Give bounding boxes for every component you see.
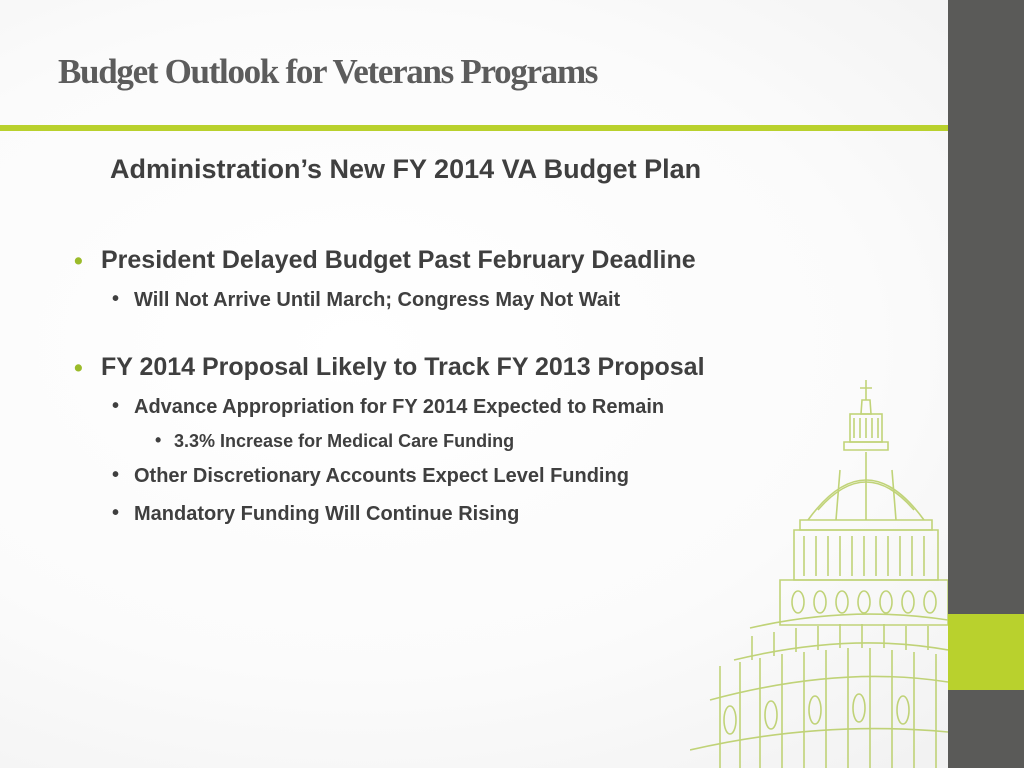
slide-title: Budget Outlook for Veterans Programs bbox=[58, 52, 598, 91]
bullet-item-level2: Will Not Arrive Until March; Congress May Not Wait bbox=[134, 289, 621, 311]
sidebar-accent-block bbox=[948, 614, 1024, 690]
bullet-item-level2: Other Discretionary Accounts Expect Level Funding bbox=[134, 465, 629, 487]
bullet-item-level2: Mandatory Funding Will Continue Rising bbox=[134, 503, 520, 525]
bullet-item-level1: President Delayed Budget Past February Deadline bbox=[101, 246, 696, 274]
bullet-marker: • bbox=[112, 288, 120, 310]
bullet-item-level3: 3.3% Increase for Medical Care Funding bbox=[174, 431, 515, 451]
bullet-marker: • bbox=[112, 502, 120, 524]
bullet-item-level2: Advance Appropriation for FY 2014 Expected to Remain bbox=[134, 396, 665, 418]
bullet-marker: • bbox=[112, 464, 120, 486]
bullet-marker: • bbox=[155, 430, 162, 450]
bullet-marker: • bbox=[74, 247, 83, 275]
bullet-marker: • bbox=[112, 395, 120, 417]
bullet-marker: • bbox=[74, 354, 83, 382]
slide-subtitle: Administration’s New FY 2014 VA Budget Plan bbox=[110, 154, 702, 184]
bullet-item-level1: FY 2014 Proposal Likely to Track FY 2013 Proposal bbox=[101, 353, 705, 381]
